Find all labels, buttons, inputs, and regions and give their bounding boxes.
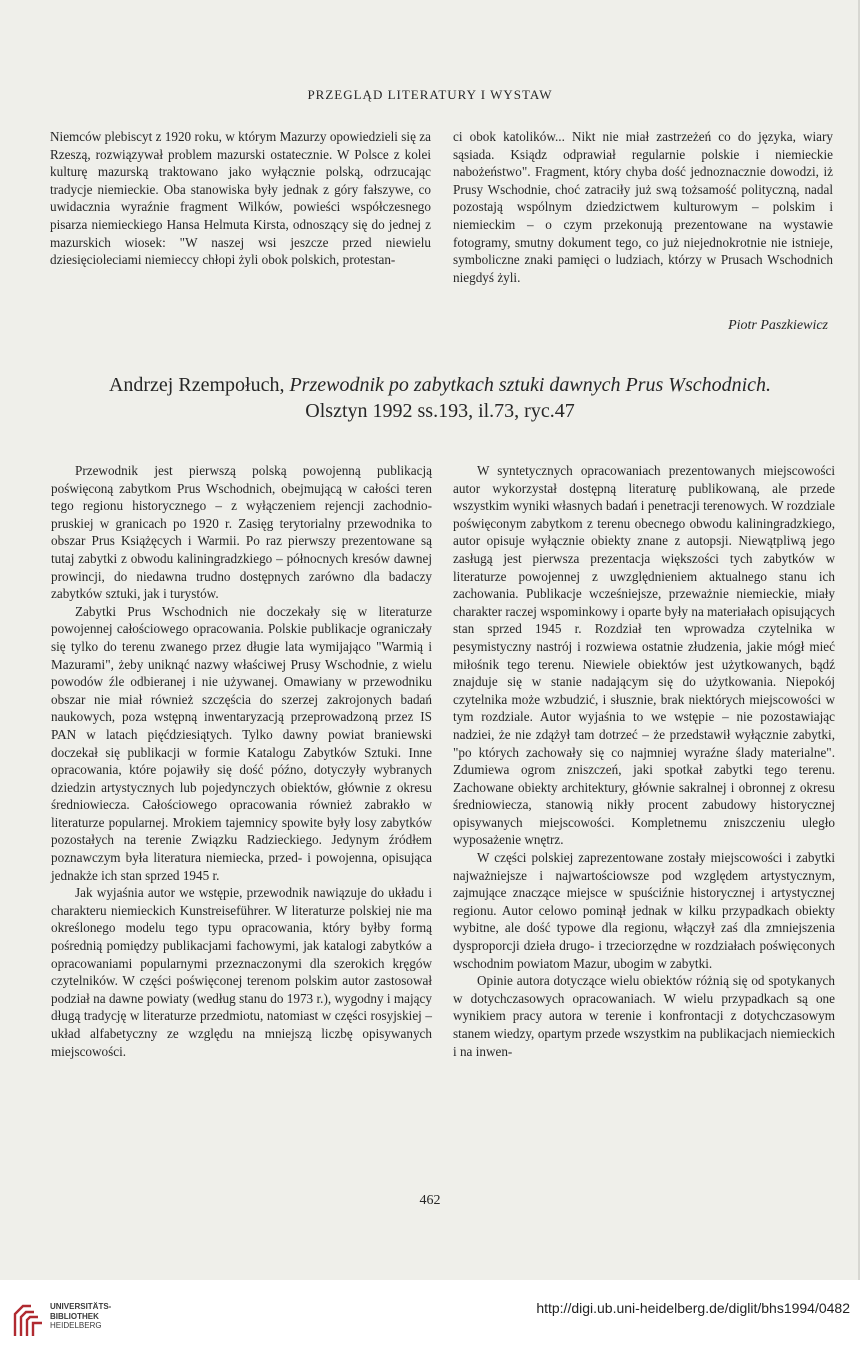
review-book-details: Olsztyn 1992 ss.193, il.73, ryc.47 (305, 400, 575, 422)
paragraph: W syntetycznych opracowaniach prezentowanych miejscowości autor wykorzystał dostępną literaturę publikowaną, ale przede wszystkim wyniki własnych badań i penetracji terenowych. W rozdziale poświęconym zabytkom z terenu obecnego obwodu kaliningradzkiego, autor opisuje wyłącznie obiekty znane z autopsji. Niewątpliwą jego zasługą jest pierwsza prezentacja większości tych zabytków w literaturze powojennej z uwzględnieniem aktualnego stanu ich zachowania. Publikacje wcześniejsze, przeważnie niemieckie, miały charakter raczej wspominkowy i oparte były na materiałach opisujących stan sprzed 1945 r. Rozdział ten wprowadza czytelnika w pesymistyczny nastrój i rozwiewa ostatnie złudzenia, jakie mógł mieć miłośnik tego terenu. Niewiele obiektów jest użytkowanych, bądź znajduje się w stanie nadającym się do użytkowania. Niepokój czytelnika może wzbudzić, i słusznie, brak niektórych miejscowości w tym rozdziale. Autor wyjaśnia to we wstępie – nie pozostawiając nadziei, że nie zdążył tam dotrzeć – że przedstawił wyłącznie zabytki, "po których zachowały się co najmniej wyraźne ślady materialne". Zdumiewa ogrom zniszczeń, jaki spotkał zabytki tego terenu. Zachowane obiekty architektury, głównie sakralnej i obronnej z okresu średniowiecza, stanowią nikły procent zabudowy historycznej opisywanych miejscowości. Kompletnemu zniszczeniu uległo wyposażenie wnętrz. (453, 463, 835, 848)
bottom-right-column (453, 462, 835, 1060)
review-book-title: Przewodnik po zabytkach sztuki dawnych Prus Wschodnich. (289, 374, 772, 396)
review-title (40, 372, 840, 424)
library-logo[interactable] (12, 1300, 132, 1340)
bottom-left-column (51, 462, 432, 1060)
library-emblem-icon (12, 1300, 46, 1340)
paragraph: ci obok katolików... Nikt nie miał zastrzeżeń co do języka, wiary sąsiada. Ksiądz odprawiał regularnie polskie i niemieckie nabożeństwo". Fragment, który chyba dość jednoznacznie dowodzi, iż Prusy Wschodnie, choć zatraciły już swą tożsamość polityczną, nadal pozostają wspólnym dziedzictwem kulturowym – polskim i niemieckim – o czym przekonują prezentowane na wystawie fotogramy, smutny dokument tego, co już niejednokrotnie nie istnieje, symboliczne znaki pamięci o ludziach, którzy w Prusach Wschodnich niegdyś żyli. (453, 129, 833, 285)
paragraph: Jak wyjaśnia autor we wstępie, przewodnik nawiązuje do układu i charakteru niemieckich Kunstreiseführer. W literaturze polskiej nie ma określonego modelu tego typu opracowania, który byłby formą pośrednią pomiędzy publikacjami fachowymi, jak katalogi zabytków a opracowaniami popularnymi przeznaczonymi dla szerokich kręgów czytelników. W części poświęconej terenom polskim autor zastosował podział na dawne powiaty (według stanu do 1973 r.), wygodny i mający długą tradycję w literaturze przedmiotu, natomiast w części rosyjskiej – układ alfabetyczny ze względu na mniejszą liczbę opisywanych miejscowości. (51, 885, 432, 1059)
paragraph: Niemców plebiscyt z 1920 roku, w którym Mazurzy opowiedzieli się za Rzeszą, rozwiązywał problem mazurski ostatecznie. W Polsce z kolei kulturę mazurską traktowano jako wyłącznie polską, odrzucając tradycje niemieckie. Oba stanowiska były jednak z góry fałszywe, co uwidacznia wyraźnie fragment Wilków, powieści współczesnego pisarza niemieckiego Hansa Helmuta Kirsta, odnoszący się do jednej z mazurskich wiosek: "W naszej wsi jeszcze przed niewielu dziesięcioleciami niemieccy chłopi żyli obok polskich, protestan- (50, 129, 431, 268)
paragraph: Przewodnik jest pierwszą polską powojenną publikacją poświęconą zabytkom Prus Wschodnich, obejmującą w całości teren tego regionu historycznego – z wyłączeniem rejencji zachodnio-pruskiej w granicach po 1920 r. Zasięg terytorialny przewodnika to obszar Prus Książęcych i Warmii. Po raz pierwszy prezentowane są tutaj zabytki z obwodu kaliningradzkiego – północnych kresów dawnej prowincji, do niedawna trudno dostępnych zarówno dla badaczy zabytków sztuki, jak i turystów. (51, 463, 432, 602)
author-signature: Piotr Paszkiewicz (728, 318, 828, 333)
footer-bar (0, 1280, 860, 1352)
running-header: PRZEGLĄD LITERATURY I WYSTAW (307, 87, 553, 102)
paragraph: W części polskiej zaprezentowane zostały miejscowości i zabytki najważniejsze i najwartościowsze pod względem artystycznym, zajmujące znaczące miejsce w spuściźnie historycznej i artystycznej regionu. Autor celowo pominął jednak w kilku przypadkach obiekty wybitne, ale dość typowe dla regionu, włączył zaś dla zmniejszenia dysproporcji dzieła drugo- i trzeciorzędne w rozdziałach poświęconych wschodnim powiatom Mazur, ubogim w zabytki. (453, 850, 835, 971)
top-left-column (50, 128, 431, 269)
review-author: Andrzej Rzempołuch, (108, 374, 285, 396)
source-url[interactable]: http://digi.ub.uni-heidelberg.de/diglit/bhs1994/0482 (536, 1300, 850, 1316)
paragraph: Opinie autora dotyczące wielu obiektów różnią się od spotykanych w dotychczasowych opracowaniach. W wielu przypadkach są one wynikiem pracy autora w terenie i konfrontacji z dotychczasowym stanem wiedzy, opartym przede wszystkim na publikacjach niemieckich i na inwen- (453, 973, 835, 1059)
library-name: UNIVERSITÄTS- BIBLIOTHEK HEIDELBERG (50, 1302, 112, 1330)
page-number: 462 (419, 1193, 441, 1208)
top-right-column (453, 128, 833, 286)
paragraph: Zabytki Prus Wschodnich nie doczekały się w literaturze powojennej całościowego opracowania. Polskie publikacje ograniczały się tylko do terenu zwanego przez długie lata wymijająco "Warmią i Mazurami", żeby uniknąć nazwy właściwej Prusy Wschodnie, z wielu powodów źle odbieranej i nie używanej. Omawiany w przewodniku obszar nie miał również szczęścia do szerzej zakrojonych badań naukowych, poza wstępną inwentaryzacją przeprowadzoną przez IS PAN w latach pięćdziesiątych. Tylko dawny powiat braniewski doczekał się publikacji w formie Katalogu Zabytków Sztuki. Inne opracowania, które pojawiły się dość późno, dotyczyły wybranych dziedzin artystycznych lub pojedynczych obiektów, głównie z okresu średniowiecza. Całościowego opracowania również zabrakło w literaturze popularnej. Mrokiem tajemnicy spowite były losy zabytków pozostałych na terenie Związku Radzieckiego. Jedynym źródłem poznawczym była literatura niemiecka, przed- i powojenna, opisująca jednakże ich stan sprzed 1945 r. (51, 603, 432, 883)
